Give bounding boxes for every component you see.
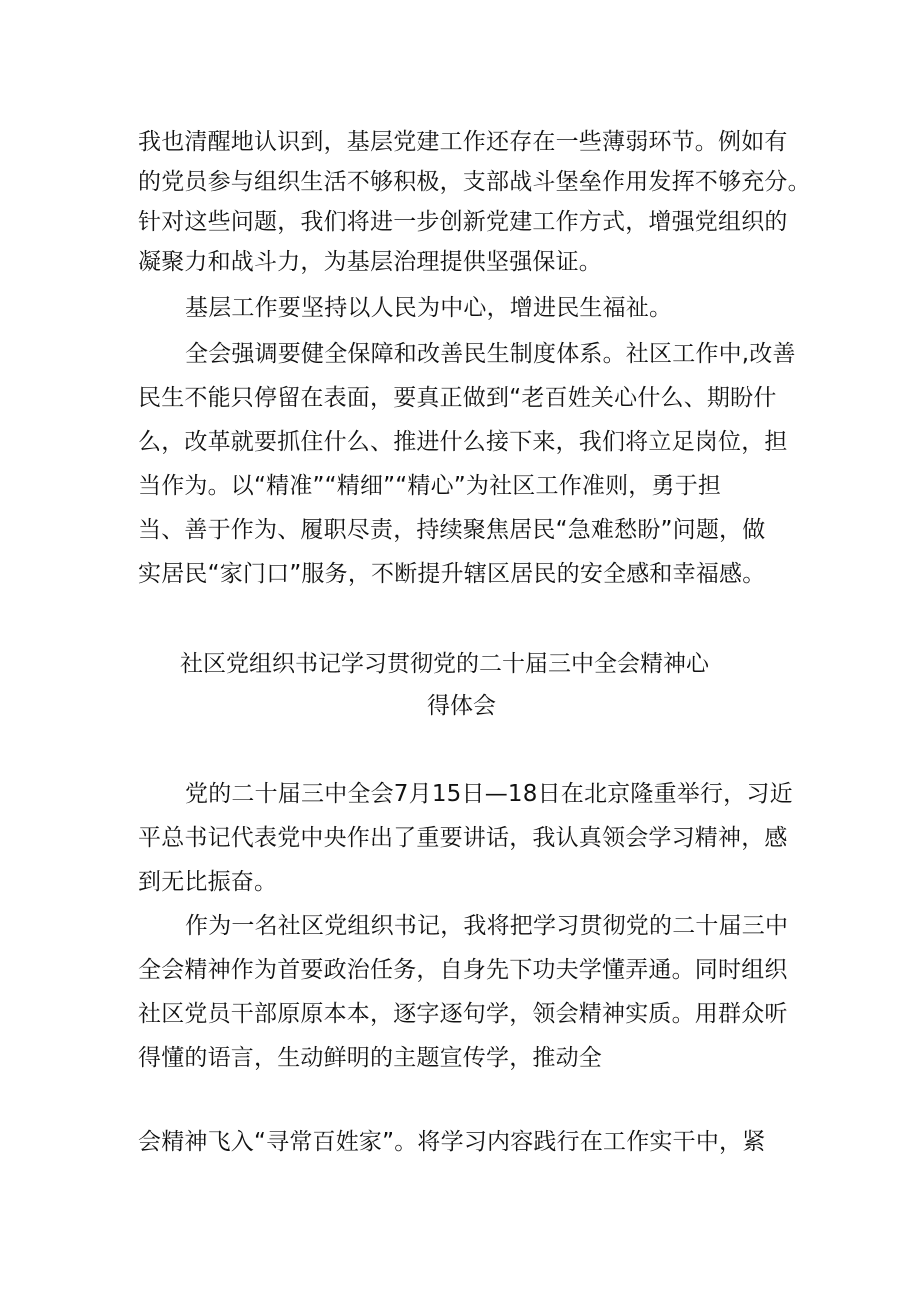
paragraph-5-line-3: 社区党员干部原原本本，逐字逐句学，领会精神实质。用群众听 [138,1001,788,1027]
paragraph-4-line-2: 平总书记代表党中央作出了重要讲话，我认真领会学习精神，感 [138,825,788,851]
paragraph-3-line-1: 全会强调要健全保障和改善民生制度体系。社区工作中,改善 [185,341,796,367]
paragraph-3-line-2: 民生不能只停留在表面，要真正做到“老百姓关心什么、期盼什 [138,385,777,411]
paragraph-3-line-6: 实居民“家门口”服务，不断提升辖区居民的安全感和幸福感。 [138,561,766,587]
article-title-line-2: 得体会 [427,693,496,719]
paragraph-4-line-1: 党的二十届三中全会7月15日—18日在北京隆重举行，习近 [185,781,793,807]
paragraph-5-line-2: 全会精神作为首要政治任务，自身先下功夫学懂弄通。同时组织 [138,957,788,983]
paragraph-5-line-4: 得懂的语言，生动鲜明的主题宣传学，推动全 [138,1045,602,1071]
paragraph-1-line-2: 的党员参与组织生活不够积极，支部战斗堡垒作用发挥不够充分。 [138,169,811,195]
paragraph-1-line-1: 我也清醒地认识到，基层党建工作还存在一些薄弱环节。例如有 [138,129,788,155]
paragraph-1-line-3: 针对这些问题，我们将进一步创新党建工作方式，增强党组织的 [138,209,788,235]
paragraph-3-line-4: 当作为。以“精准”“精细”“精心”为社区工作准则，勇于担 [138,473,722,499]
paragraph-4-line-3: 到无比振奋。 [138,869,278,895]
paragraph-5-line-1: 作为一名社区党组织书记，我将把学习贯彻党的二十届三中 [185,913,789,939]
paragraph-3-line-3: 么，改革就要抓住什么、推进什么接下来，我们将立足岗位，担 [138,429,788,455]
paragraph-3-line-5: 当、善于作为、履职尽责，持续聚焦居民“急难愁盼”问题，做 [138,517,766,543]
paragraph-2-line-1: 基层工作要坚持以人民为中心，增进民生福祉。 [185,295,673,321]
paragraph-6-line-1: 会精神飞入“寻常百姓家”。将学习内容践行在工作实干中，紧 [138,1129,766,1155]
paragraph-1-line-4: 凝聚力和战斗力，为基层治理提供坚强保证。 [138,249,602,275]
article-title-line-1: 社区党组织书记学习贯彻党的二十届三中全会精神心 [180,651,709,677]
